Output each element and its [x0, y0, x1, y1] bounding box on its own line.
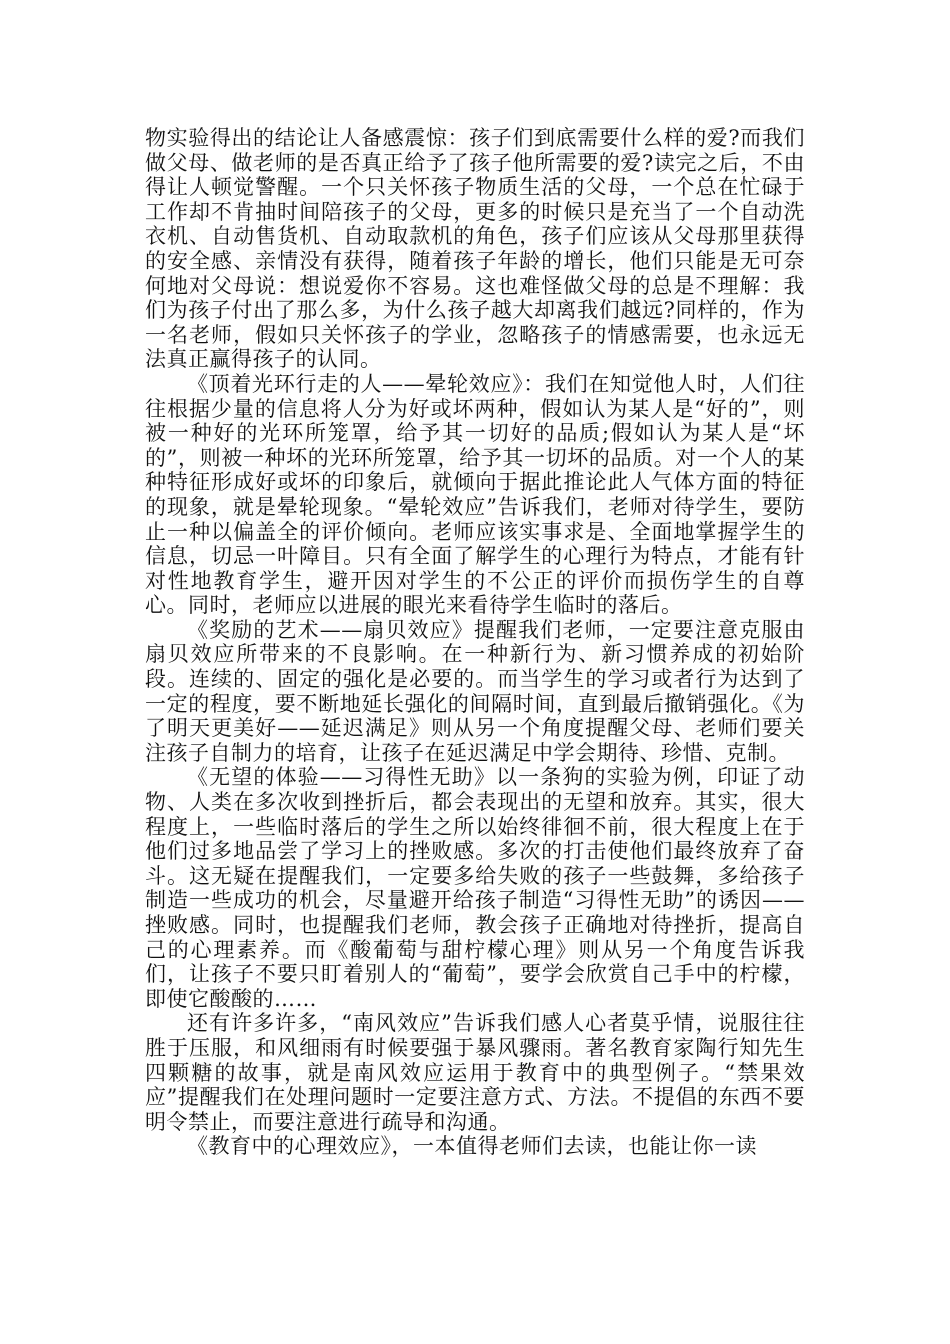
- paragraph-4: 《无望的体验——习得性无助》以一条狗的实验为例，印证了动物、人类在多次收到挫折后，都会表现出的无望和放弃。其实，很大程度上，一些临时落后的学生之所以始终徘徊不前，很大程度上在于他们过多地品尝了学习上的挫败感。多次的打击使他们最终放弃了奋斗。这无疑在提醒我们，一定要多给失败的孩子一些鼓舞，多给孩子制造一些成功的机会，尽量避开给孩子制造“习得性无助”的诱因——挫败感。同时，也提醒我们老师，教会孩子正确地对待挫折，提高自己的心理素养。而《酸葡萄与甜柠檬心理》则从另一个角度告诉我们，让孩子不要只盯着别人的“葡萄”，要学会欣赏自己手中的柠檬，即使它酸酸的……: [145, 765, 805, 1011]
- paragraph-1: 物实验得出的结论让人备感震惊：孩子们到底需要什么样的爱?而我们做父母、做老师的是否真正给予了孩子他所需要的爱?读完之后，不由得让人顿觉警醒。一个只关怀孩子物质生活的父母，一个总在忙碌于工作却不肯抽时间陪孩子的父母，更多的时候只是充当了一个自动洗衣机、自动售货机、自动取款机的角色，孩子们应该从父母那里获得的安全感、亲情没有获得，随着孩子年龄的增长，他们只能是无可奈何地对父母说：想说爱你不容易。这也难怪做父母的总是不理解：我们为孩子付出了那么多，为什么孩子越大却离我们越远?同样的，作为一名老师，假如只关怀孩子的学业，忽略孩子的情感需要，也永远无法真正赢得孩子的认同。: [145, 126, 805, 372]
- paragraph-6: 《教育中的心理效应》，一本值得老师们去读，也能让你一读: [187, 1134, 757, 1159]
- paragraph-5: 还有许多许多，“南风效应”告诉我们感人心者莫乎情，说服往往胜于压服，和风细雨有时候要强于暴风骤雨。著名教育家陶行知先生四颗糖的故事，就是南风效应运用于教育中的典型例子。“禁果效应”提醒我们在处理问题时一定要注意方式、方法。不提倡的东西不要明令禁止，而要注意进行疏导和沟通。: [145, 1011, 805, 1134]
- document-body: [145, 126, 805, 1159]
- paragraph-3: 《奖励的艺术——扇贝效应》提醒我们老师，一定要注意克服由扇贝效应所带来的不良影响。在一种新行为、新习惯养成的初始阶段。连续的、固定的强化是必要的。而当学生的学习或者行为达到了一定的程度，要不断地延长强化的间隔时间，直到最后撤销强化。《为了明天更美好——延迟满足》则从另一个角度提醒父母、老师们要关注孩子自制力的培育，让孩子在延迟满足中学会期待、珍惜、克制。: [145, 617, 805, 765]
- paragraph-2: 《顶着光环行走的人——晕轮效应》：我们在知觉他人时，人们往往根据少量的信息将人分为好或坏两种，假如认为某人是“好的”，则被一种好的光环所笼罩，给予其一切好的品质;假如认为某人是“坏的”，则被一种坏的光环所笼罩，给予其一切坏的品质。对一个人的某种特征形成好或坏的印象后，就倾向于据此推论此人气体方面的特征的现象，就是晕轮现象。“晕轮效应”告诉我们，老师对待学生，要防止一种以偏盖全的评价倾向。老师应该实事求是、全面地掌握学生的信息，切忌一叶障目。只有全面了解学生的心理行为特点，才能有针对性地教育学生，避开因对学生的不公正的评价而损伤学生的自尊心。同时，老师应以进展的眼光来看待学生临时的落后。: [145, 371, 805, 618]
